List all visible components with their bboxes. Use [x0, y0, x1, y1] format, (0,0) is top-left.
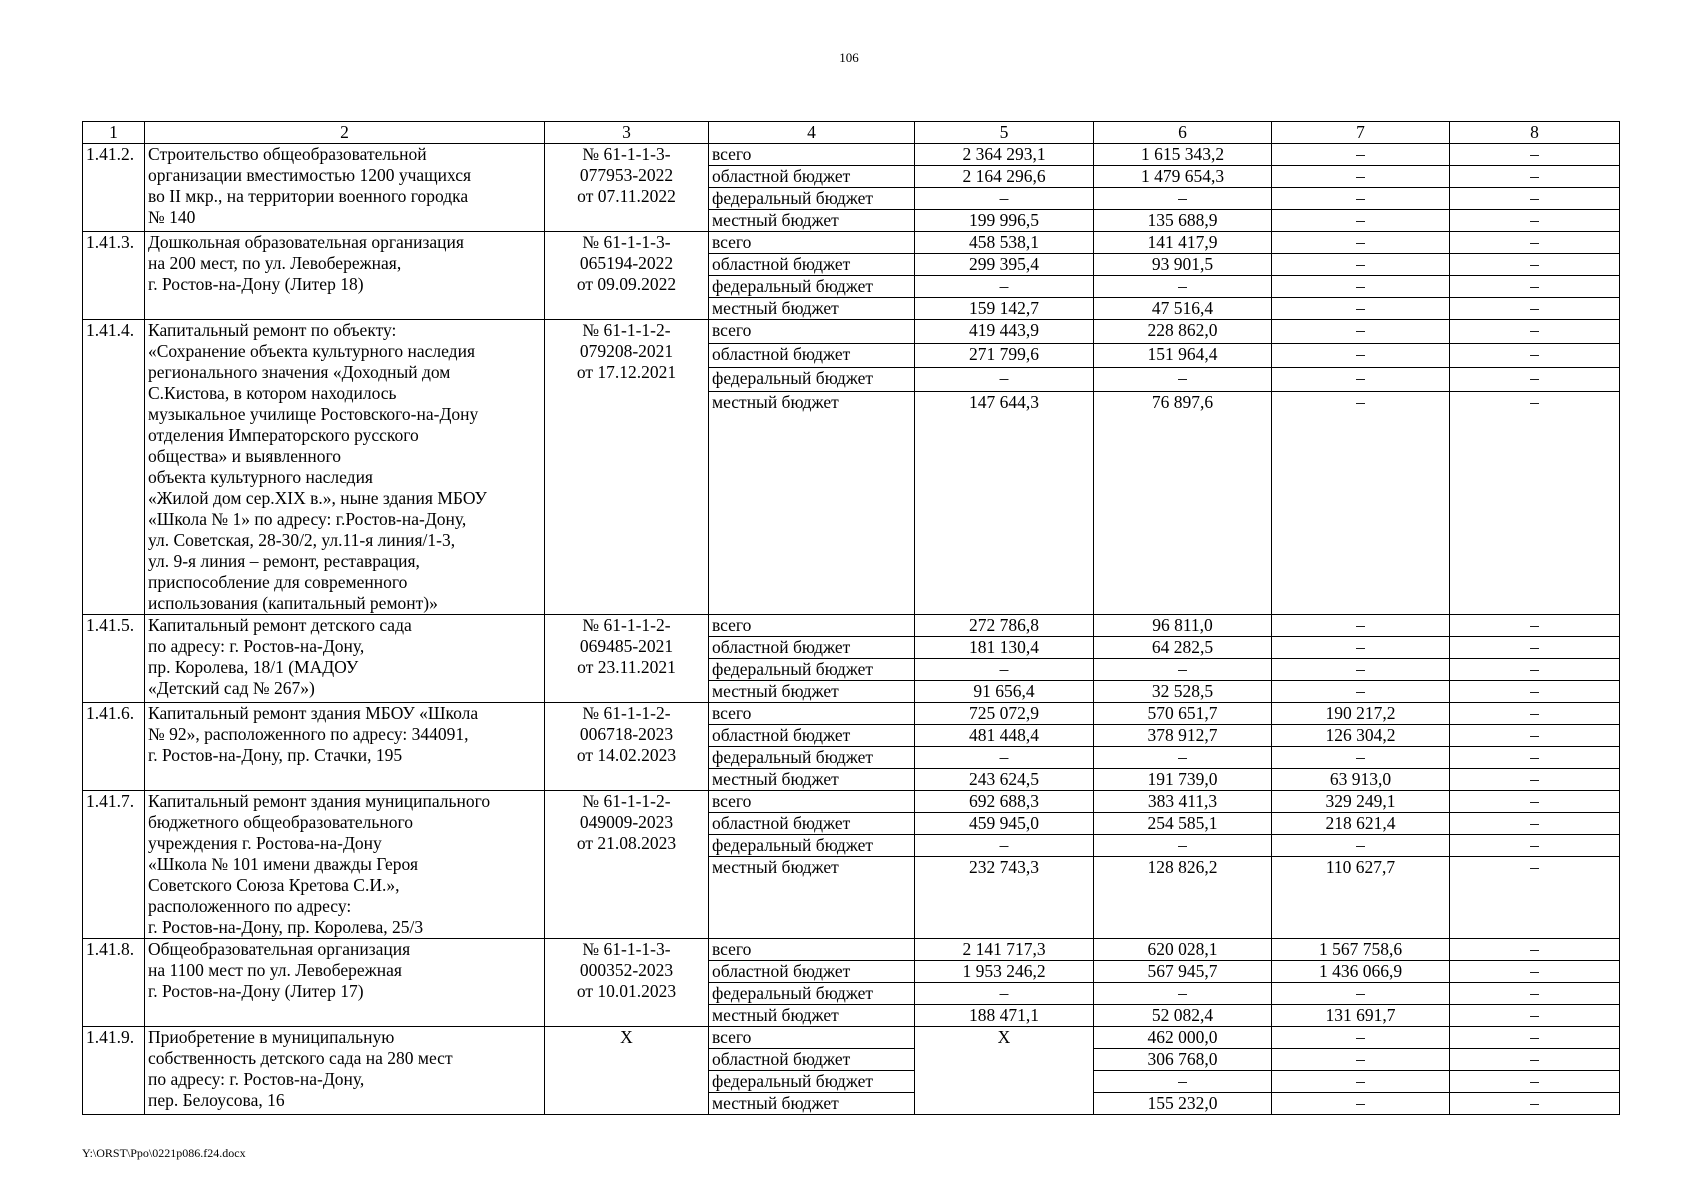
table-row	[83, 320, 1620, 344]
object-name-line: «Школа № 1» по адресу: г.Ростов-на-Дону,	[148, 509, 467, 529]
value-col5: 272 786,8	[915, 615, 1094, 637]
budget-source: федеральный бюджет	[709, 188, 915, 210]
table-row	[83, 939, 1620, 961]
document-number-line: 065194-2022	[579, 253, 674, 273]
column-header-5: 5	[915, 122, 1094, 144]
object-name-line: «Жилой дом сер.XIX в.», ныне здания МБОУ	[148, 488, 487, 508]
value-col8: –	[1450, 1071, 1620, 1093]
value-col6: –	[1094, 1071, 1272, 1093]
value-col8: –	[1450, 320, 1620, 344]
budget-source: местный бюджет	[709, 1005, 915, 1027]
item-number: 1.41.8.	[83, 939, 145, 1027]
value-col5: 459 945,0	[915, 813, 1094, 835]
value-col5: 271 799,6	[915, 344, 1094, 368]
value-col8: –	[1450, 188, 1620, 210]
budget-source: всего	[709, 615, 915, 637]
object-name-line: Приобретение в муниципальную	[148, 1027, 395, 1047]
value-col8: –	[1450, 166, 1620, 188]
object-name-line: ул. Советская, 28-30/2, ул.11-я линия/1-3,	[148, 530, 456, 550]
value-col6: –	[1094, 659, 1272, 681]
value-col6: 383 411,3	[1094, 791, 1272, 813]
document-number-line: 049009-2023	[579, 812, 674, 832]
object-name-line: на 1100 мест по ул. Левобережная	[148, 960, 402, 980]
value-col6: 96 811,0	[1094, 615, 1272, 637]
value-col5: 181 130,4	[915, 637, 1094, 659]
value-col5: 2 141 717,3	[915, 939, 1094, 961]
object-name-line: объекта культурного наследия	[148, 467, 373, 487]
budget-source: всего	[709, 703, 915, 725]
value-col7: –	[1272, 747, 1450, 769]
object-name-line: ул. 9-я линия – ремонт, реставрация,	[148, 551, 420, 571]
object-name	[145, 939, 545, 1027]
value-col6: 306 768,0	[1094, 1049, 1272, 1071]
object-name-line: «Сохранение объекта культурного наследия	[148, 341, 475, 361]
value-col5: –	[915, 835, 1094, 857]
value-col7: –	[1272, 166, 1450, 188]
page-number: 106	[839, 50, 859, 65]
value-col7: 1 567 758,6	[1272, 939, 1450, 961]
value-col6: 1 479 654,3	[1094, 166, 1272, 188]
value-col5: 199 996,5	[915, 210, 1094, 232]
document-number-line: № 61-1-1-2-	[582, 703, 671, 723]
document-number-line: № 61-1-1-2-	[582, 615, 671, 635]
value-col7: –	[1272, 1027, 1450, 1049]
object-name-line: Капитальный ремонт по объекту:	[148, 320, 397, 340]
budget-source: местный бюджет	[709, 857, 915, 939]
value-col8: –	[1450, 983, 1620, 1005]
value-col5: 188 471,1	[915, 1005, 1094, 1027]
object-name-line: Общеобразовательная организация	[148, 939, 411, 959]
object-name-line: г. Ростов-на-Дону, пр. Королева, 25/3	[148, 917, 424, 937]
object-name-line: Строительство общеобразовательной	[148, 144, 427, 164]
value-col7: –	[1272, 320, 1450, 344]
object-name-line: во II мкр., на территории военного городка	[148, 186, 469, 206]
value-col8: –	[1450, 961, 1620, 983]
document-number	[545, 791, 709, 939]
budget-source: областной бюджет	[709, 1049, 915, 1071]
document-number-line: № 61-1-1-3-	[582, 144, 671, 164]
value-col6: –	[1094, 188, 1272, 210]
value-col8: –	[1450, 254, 1620, 276]
value-col8: –	[1450, 232, 1620, 254]
value-col6: 93 901,5	[1094, 254, 1272, 276]
value-col7: 131 691,7	[1272, 1005, 1450, 1027]
document-number	[545, 703, 709, 791]
value-col5: –	[915, 747, 1094, 769]
value-col5: 419 443,9	[915, 320, 1094, 344]
value-col7: –	[1272, 1071, 1450, 1093]
value-col8: –	[1450, 747, 1620, 769]
item-number: 1.41.9.	[83, 1027, 145, 1115]
document-number-line: Х	[620, 1027, 633, 1047]
item-number: 1.41.2.	[83, 144, 145, 232]
value-col6: 620 028,1	[1094, 939, 1272, 961]
value-col6: –	[1094, 747, 1272, 769]
object-name	[145, 232, 545, 320]
value-col8: –	[1450, 835, 1620, 857]
value-col7: –	[1272, 1093, 1450, 1115]
budget-source: областной бюджет	[709, 344, 915, 368]
budget-source: местный бюджет	[709, 769, 915, 791]
value-col8: –	[1450, 813, 1620, 835]
value-col7: 218 621,4	[1272, 813, 1450, 835]
document-number-line: № 61-1-1-2-	[582, 791, 671, 811]
object-name-line: Дошкольная образовательная организация	[148, 232, 464, 252]
budget-source: областной бюджет	[709, 254, 915, 276]
document-number-line: от 14.02.2023	[576, 745, 677, 765]
object-name-line: г. Ростов-на-Дону, пр. Стачки, 195	[148, 745, 403, 765]
object-name-line: расположенного по адресу:	[148, 896, 352, 916]
value-col5: –	[915, 983, 1094, 1005]
document-number-line: от 21.08.2023	[576, 833, 677, 853]
value-col8: –	[1450, 298, 1620, 320]
value-col6: 141 417,9	[1094, 232, 1272, 254]
value-col7: –	[1272, 188, 1450, 210]
item-number: 1.41.3.	[83, 232, 145, 320]
column-number-row	[83, 122, 1620, 144]
budget-source: местный бюджет	[709, 392, 915, 615]
document-number	[545, 1027, 709, 1115]
value-col7: –	[1272, 276, 1450, 298]
value-col7: –	[1272, 1049, 1450, 1071]
value-col5: 159 142,7	[915, 298, 1094, 320]
value-col5: 725 072,9	[915, 703, 1094, 725]
value-col6: 135 688,9	[1094, 210, 1272, 232]
file-path-footer: Y:\ORST\Ppo\0221p086.f24.docx	[82, 1146, 246, 1160]
budget-source: всего	[709, 791, 915, 813]
value-col6: 155 232,0	[1094, 1093, 1272, 1115]
document-number-line: от 07.11.2022	[577, 186, 676, 206]
value-col8: –	[1450, 368, 1620, 392]
document-number-line: № 61-1-1-3-	[582, 939, 671, 959]
value-col5: 1 953 246,2	[915, 961, 1094, 983]
item-number: 1.41.6.	[83, 703, 145, 791]
table-row	[83, 232, 1620, 254]
value-col8: –	[1450, 1049, 1620, 1071]
value-col6: 191 739,0	[1094, 769, 1272, 791]
column-header-2: 2	[145, 122, 545, 144]
object-name-line: регионального значения «Доходный дом	[148, 362, 451, 382]
column-header-8: 8	[1450, 122, 1620, 144]
value-col6: 1 615 343,2	[1094, 144, 1272, 166]
object-name-line: музыкальное училище Ростовского-на-Дону	[148, 404, 479, 424]
value-col8: –	[1450, 615, 1620, 637]
object-name-line: учреждения г. Ростова-на-Дону	[148, 833, 382, 853]
budget-source: местный бюджет	[709, 1093, 915, 1115]
value-col5: 91 656,4	[915, 681, 1094, 703]
table-row	[83, 1027, 1620, 1049]
object-name-line: Капитальный ремонт здания МБОУ «Школа	[148, 703, 479, 723]
document-number	[545, 320, 709, 615]
value-col5: 692 688,3	[915, 791, 1094, 813]
value-col6: –	[1094, 368, 1272, 392]
value-col7: –	[1272, 344, 1450, 368]
budget-source: местный бюджет	[709, 210, 915, 232]
value-col8: –	[1450, 769, 1620, 791]
value-col8: –	[1450, 1005, 1620, 1027]
value-col7: 1 436 066,9	[1272, 961, 1450, 983]
value-col8: –	[1450, 725, 1620, 747]
value-col5: 243 624,5	[915, 769, 1094, 791]
object-name-line: С.Кистова, в котором находилось	[148, 383, 397, 403]
object-name-line: г. Ростов-на-Дону (Литер 18)	[148, 274, 364, 294]
value-col5: –	[915, 188, 1094, 210]
value-col7: –	[1272, 368, 1450, 392]
value-col7: –	[1272, 392, 1450, 615]
column-header-7: 7	[1272, 122, 1450, 144]
document-number	[545, 939, 709, 1027]
value-col8: –	[1450, 392, 1620, 615]
object-name	[145, 703, 545, 791]
object-name-line: Советского Союза Кретова С.И.»,	[148, 875, 400, 895]
value-col7: –	[1272, 615, 1450, 637]
budget-source: федеральный бюджет	[709, 835, 915, 857]
object-name-line: бюджетного общеобразовательного	[148, 812, 413, 832]
value-col5: –	[915, 659, 1094, 681]
value-col8: –	[1450, 637, 1620, 659]
column-header-1: 1	[83, 122, 145, 144]
value-col6: –	[1094, 983, 1272, 1005]
object-name-line: пр. Королева, 18/1 (МАДОУ	[148, 657, 359, 677]
budget-source: федеральный бюджет	[709, 1071, 915, 1093]
value-col5: Х	[915, 1027, 1094, 1115]
value-col7: –	[1272, 637, 1450, 659]
object-name-line: пер. Белоусова, 16	[148, 1090, 285, 1110]
budget-source: областной бюджет	[709, 725, 915, 747]
object-name-line: по адресу: г. Ростов-на-Дону,	[148, 636, 365, 656]
document-number-line: от 09.09.2022	[576, 274, 677, 294]
object-name	[145, 144, 545, 232]
value-col6: 128 826,2	[1094, 857, 1272, 939]
budget-source: областной бюджет	[709, 813, 915, 835]
object-name-line: «Детский сад № 267»)	[148, 678, 315, 698]
value-col7: –	[1272, 659, 1450, 681]
value-col5: –	[915, 276, 1094, 298]
value-col6: 378 912,7	[1094, 725, 1272, 747]
value-col8: –	[1450, 939, 1620, 961]
value-col8: –	[1450, 144, 1620, 166]
budget-source: всего	[709, 320, 915, 344]
budget-source: федеральный бюджет	[709, 659, 915, 681]
object-name	[145, 791, 545, 939]
value-col6: –	[1094, 276, 1272, 298]
value-col7: –	[1272, 144, 1450, 166]
value-col6: 570 651,7	[1094, 703, 1272, 725]
value-col6: 228 862,0	[1094, 320, 1272, 344]
object-name-line: отделения Императорского русского	[148, 425, 419, 445]
item-number: 1.41.7.	[83, 791, 145, 939]
document-number-line: 077953-2022	[579, 165, 674, 185]
value-col8: –	[1450, 344, 1620, 368]
value-col5: 2 364 293,1	[915, 144, 1094, 166]
value-col7: –	[1272, 983, 1450, 1005]
value-col8: –	[1450, 1027, 1620, 1049]
value-col5: 232 743,3	[915, 857, 1094, 939]
budget-source: областной бюджет	[709, 166, 915, 188]
value-col7: –	[1272, 254, 1450, 276]
column-header-3: 3	[545, 122, 709, 144]
value-col8: –	[1450, 857, 1620, 939]
value-col8: –	[1450, 681, 1620, 703]
value-col7: 126 304,2	[1272, 725, 1450, 747]
budget-source: местный бюджет	[709, 298, 915, 320]
budget-source: областной бюджет	[709, 637, 915, 659]
budget-source: федеральный бюджет	[709, 276, 915, 298]
value-col7: –	[1272, 681, 1450, 703]
value-col7: –	[1272, 210, 1450, 232]
document-number-line: от 10.01.2023	[576, 981, 677, 1001]
document-number-line: 069485-2021	[579, 636, 674, 656]
object-name-line: г. Ростов-на-Дону (Литер 17)	[148, 981, 364, 1001]
object-name-line: использования (капитальный ремонт)»	[148, 593, 438, 613]
value-col6: 151 964,4	[1094, 344, 1272, 368]
object-name-line: общества» и выявленного	[148, 446, 341, 466]
value-col7: –	[1272, 835, 1450, 857]
value-col6: 32 528,5	[1094, 681, 1272, 703]
budget-source: всего	[709, 1027, 915, 1049]
document-number-line: 000352-2023	[579, 960, 674, 980]
value-col8: –	[1450, 210, 1620, 232]
table-row	[83, 615, 1620, 637]
value-col7: 63 913,0	[1272, 769, 1450, 791]
budget-source: всего	[709, 939, 915, 961]
value-col6: 254 585,1	[1094, 813, 1272, 835]
object-name-line: «Школа № 101 имени дважды Героя	[148, 854, 419, 874]
document-number	[545, 232, 709, 320]
value-col8: –	[1450, 791, 1620, 813]
object-name-line: приспособление для современного	[148, 572, 408, 592]
item-number: 1.41.5.	[83, 615, 145, 703]
budget-source: всего	[709, 144, 915, 166]
budget-source: федеральный бюджет	[709, 747, 915, 769]
value-col7: –	[1272, 298, 1450, 320]
object-name-line: № 140	[148, 207, 196, 227]
document-number-line: 006718-2023	[579, 724, 674, 744]
object-name-line: на 200 мест, по ул. Левобережная,	[148, 253, 402, 273]
value-col6: 567 945,7	[1094, 961, 1272, 983]
object-name-line: № 92», расположенного по адресу: 344091,	[148, 724, 469, 744]
value-col8: –	[1450, 659, 1620, 681]
document-number-line: № 61-1-1-2-	[582, 320, 671, 340]
column-header-6: 6	[1094, 122, 1272, 144]
object-name-line: по адресу: г. Ростов-на-Дону,	[148, 1069, 365, 1089]
document-number-line: от 17.12.2021	[576, 362, 677, 382]
table-row	[83, 703, 1620, 725]
table-row	[83, 791, 1620, 813]
table-row	[83, 144, 1620, 166]
object-name	[145, 1027, 545, 1115]
value-col6: 47 516,4	[1094, 298, 1272, 320]
value-col5: 299 395,4	[915, 254, 1094, 276]
object-name-line: Капитальный ремонт детского сада	[148, 615, 412, 635]
value-col5: 2 164 296,6	[915, 166, 1094, 188]
object-name-line: организации вместимостью 1200 учащихся	[148, 165, 472, 185]
document-number	[545, 144, 709, 232]
item-number: 1.41.4.	[83, 320, 145, 615]
value-col5: 458 538,1	[915, 232, 1094, 254]
value-col5: 481 448,4	[915, 725, 1094, 747]
budget-source: федеральный бюджет	[709, 983, 915, 1005]
value-col7: 329 249,1	[1272, 791, 1450, 813]
document-number-line: 079208-2021	[579, 341, 674, 361]
budget-source: всего	[709, 232, 915, 254]
financing-table	[82, 121, 1620, 1115]
document-number-line: от 23.11.2021	[577, 657, 676, 677]
budget-source: областной бюджет	[709, 961, 915, 983]
document-number	[545, 615, 709, 703]
value-col8: –	[1450, 276, 1620, 298]
value-col7: –	[1272, 232, 1450, 254]
budget-source: местный бюджет	[709, 681, 915, 703]
value-col6: 64 282,5	[1094, 637, 1272, 659]
value-col5: 147 644,3	[915, 392, 1094, 615]
value-col6: –	[1094, 835, 1272, 857]
column-header-4: 4	[709, 122, 915, 144]
value-col6: 462 000,0	[1094, 1027, 1272, 1049]
value-col8: –	[1450, 1093, 1620, 1115]
value-col7: 110 627,7	[1272, 857, 1450, 939]
budget-source: федеральный бюджет	[709, 368, 915, 392]
value-col6: 52 082,4	[1094, 1005, 1272, 1027]
value-col7: 190 217,2	[1272, 703, 1450, 725]
object-name	[145, 615, 545, 703]
value-col6: 76 897,6	[1094, 392, 1272, 615]
object-name	[145, 320, 545, 615]
document-number-line: № 61-1-1-3-	[582, 232, 671, 252]
object-name-line: собственность детского сада на 280 мест	[148, 1048, 453, 1068]
value-col5: –	[915, 368, 1094, 392]
object-name-line: Капитальный ремонт здания муниципального	[148, 791, 491, 811]
value-col8: –	[1450, 703, 1620, 725]
